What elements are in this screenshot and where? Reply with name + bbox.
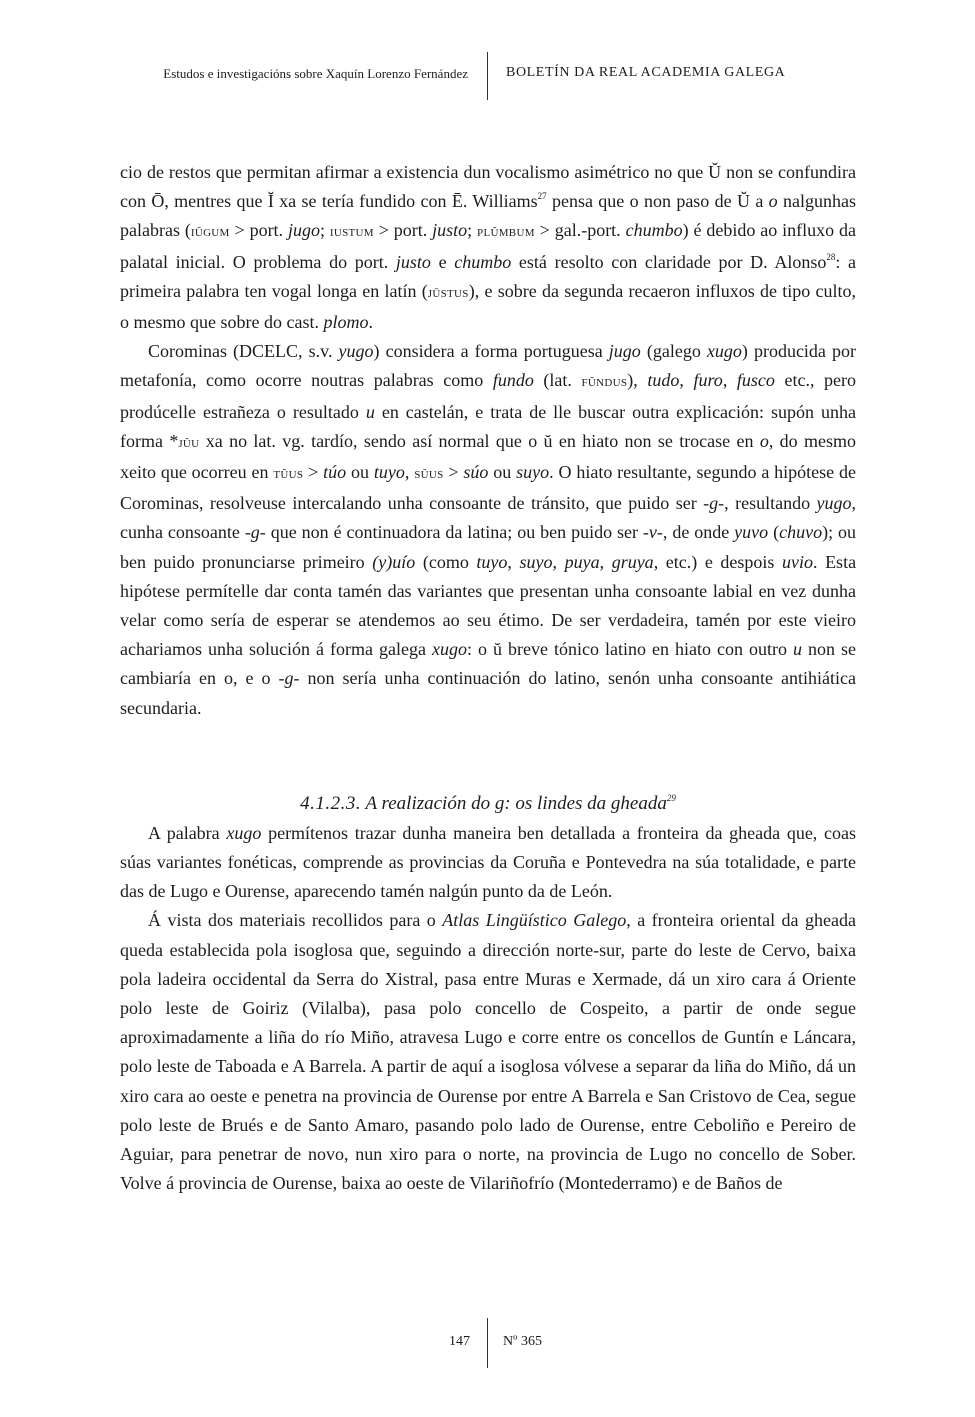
italic-term: túo [323,462,347,483]
text: ); ou ben puido pronunciarse primeiro [120,522,857,572]
text: ; [319,220,330,241]
italic-term: o [759,430,769,451]
text: nalgunhas palabras ( [120,191,856,241]
text: etc., pero prodúcelle estrañeza o resultado [120,370,857,422]
header-journal-title: BOLETÍN DA REAL ACADEMIA GALEGA [506,65,786,80]
text: , [507,551,520,572]
italic-term: jugo [287,220,320,241]
italic-term: -g- [703,493,725,514]
italic-term: xugo [431,639,467,660]
italic-term: puya [564,551,600,572]
text: . Esta hipótese permítelle dar conta tamén das variantes que presentan unha consoante labial en vez dunha velar como sería de esperar se atendemos ao seu étimo. De ser verdadeira, tamén por este vieiro achariamos unha solución á forma galega [120,551,857,660]
text: : o ŭ breve tónico latino en hiato con outro [466,639,793,660]
text: > port. [373,220,433,241]
section-heading [120,789,856,819]
footer-divider [487,1318,488,1368]
text: > gal.-port. [534,220,626,241]
italic-term: chumbo [625,220,683,241]
text: . [368,312,373,333]
footnote-ref-28: 28 [826,251,836,262]
italic-term: xugo [706,341,742,362]
text: non se cambiaría en o, e o [120,639,856,689]
text: que non é continuadora da latina; ou ben puido ser [265,522,643,543]
main-text [120,158,856,1199]
running-header [0,52,975,100]
text: , a fronteira oriental da gheada queda establecida pola isoglosa que, seguindo a dirección norte-sur, parte do leste de Cervo, baixa pola ladeira occidental da Serra do Xistral, pasa entre Muras e Xermade, dá un xiro cara á Oriente polo leste de Goiriz (Vilalba), pasa polo concello de Cospeito, a partir de onde segue aproximadamente a liña do río Miño, atravesa Lugo e corre entre os concellos de Guntín e Láncara, polo leste de Taboada e A Barrela. A partir de aquí a isoglosa vólvese a separar da liña do Miño, dá un xiro cara ao oeste e penetra na provincia de Ourense por entre A Barrela e San Cristovo de Cea, segue polo leste de Brués e de Santo Amaro, pasando polo lado de Ourense, entre Ceboliño e Pereiro de Aguiar, para penetrar de novo, nun xiro para o norte, na provincia de Lugo no concello de Sober. Volve á provincia de Ourense, baixa ao oeste de Vilariñofrío (Montederramo) e de Baños de [120,910,856,1194]
text: : a primeira palabra ten vogal longa en latín ( [120,251,856,301]
text: en castelán, e trata de lle buscar outra explicación: supón unha forma * [120,401,856,451]
italic-term: u [792,639,802,660]
footnote-ref-29: 29 [666,792,676,803]
italic-term: yuvo [734,522,769,543]
text: ; [467,220,478,241]
italic-term: justo [395,251,431,272]
italic-term: o [768,191,778,212]
italic-term: fundo [492,370,534,391]
paragraph-1 [120,158,856,337]
italic-term: uvio [781,551,813,572]
italic-term: furo [693,370,723,391]
italic-term: suyo [519,551,553,572]
text: cio de restos que permitan afirmar a existencia dun vocalismo asimétrico no que Ŭ non se confundira con Ō, mentres que Ĭ xa se tería fundido con Ē. Williams [120,162,856,212]
text: ) considera a forma portuguesa [373,341,609,362]
italic-term: justo [432,220,468,241]
italic-term: jugo [608,341,641,362]
header-divider [487,52,488,100]
italic-term: tuyo [373,462,405,483]
italic-term: chumbo [454,251,512,272]
italic-term: -g- [278,668,300,689]
text: . O hiato resultante, segundo a hipótese de Corominas, resolveuse intercalando unha consoante de tránsito, que puido ser [120,462,857,514]
latin-etymon: iŭgum [190,224,230,241]
text: ) producida por metafonía, como ocorre noutras palabras como [120,341,856,391]
paragraph-2 [120,337,856,723]
text: non sería unha continuación do latino, senón unha consoante antihiática secundaria. [120,668,857,718]
italic-term: tuyo [476,551,508,572]
running-footer [0,1318,975,1368]
text: , [722,370,737,391]
text: , [404,462,415,483]
italic-term: plomo [323,312,369,333]
text: Corominas (DCELC, s.v. [148,341,339,362]
italic-term: u [365,401,375,422]
text: A palabra [148,822,227,843]
text: ) é debido ao influxo da palatal inicial. O problema do port. [120,220,856,272]
latin-etymon: sŭus [414,466,444,483]
latin-etymon: iustum [329,224,374,241]
text: ), e sobre da segunda recaeron influxos de tipo culto, o mesmo que sobre do cast. [120,280,856,333]
text: ), [627,370,648,391]
text: e [430,251,455,272]
italic-term: súo [463,462,489,483]
text: ou [346,462,374,483]
text: > [303,462,324,483]
footnote-ref-27: 27 [537,191,547,202]
header-series-title: Estudos e investigacións sobre Xaquín Lorenzo Fernández [163,66,468,81]
italic-term: fusco [736,370,775,391]
italic-term: -g- [244,522,266,543]
latin-etymon: jūstus [427,284,469,301]
text: , do mesmo xeito que ocorreu en [120,430,856,483]
text: xa no lat. vg. tardío, sendo así normal que o ŭ en hiato non se trocase en [199,430,760,451]
text: pensa que o non paso de Ŭ a [546,191,769,212]
latin-etymon: jŭu [178,434,200,451]
latin-etymon: plŭmbum [477,224,535,241]
text: (como [415,551,477,572]
text: , [599,551,612,572]
italic-term: -v- [642,522,663,543]
text: > [443,462,464,483]
text: ( [768,522,780,543]
italic-term: gruya [611,551,654,572]
italic-term: suyo [516,462,550,483]
section-title: A realización do g: os lindes da gheada [365,792,667,814]
latin-etymon: fŭndus [581,374,628,391]
section-number: 4.1.2.3. [300,792,362,814]
text: > port. [229,220,288,241]
text: ou [488,462,517,483]
text: (lat. [533,370,582,391]
text: (galego [640,341,707,362]
italic-title: Atlas Lingüístico Galego [442,910,627,931]
italic-term: yugo [816,493,852,514]
italic-term: (y)uío [372,551,416,572]
text: permítenos trazar dunha maneira ben detallada a fronteira da gheada que, coas súas variantes fonéticas, comprende as provincias da Coruña e Pontevedra na súa totalidade, e parte das de Lugo e Ourense, aparecendo tamén nalgún punto da de León. [120,822,856,902]
italic-term: chuvo [779,522,823,543]
page-number: 147 [449,1334,470,1349]
text: Á vista dos materiais recollidos para o [148,910,443,931]
latin-etymon: tŭus [273,466,304,483]
text: está resolto con claridade por D. Alonso [511,251,827,272]
text: , resultando [724,493,817,514]
italic-term: tudo [647,370,680,391]
italic-term: xugo [226,822,262,843]
text: , etc.) e despois [653,551,782,572]
paragraph-3 [120,819,856,907]
paragraph-4 [120,906,856,1198]
text: , de onde [662,522,735,543]
text: , [679,370,694,391]
text: , cunha consoante [120,493,856,543]
issue-number: Nº 365 [503,1334,542,1349]
text: , [552,551,565,572]
italic-term: yugo [338,341,374,362]
